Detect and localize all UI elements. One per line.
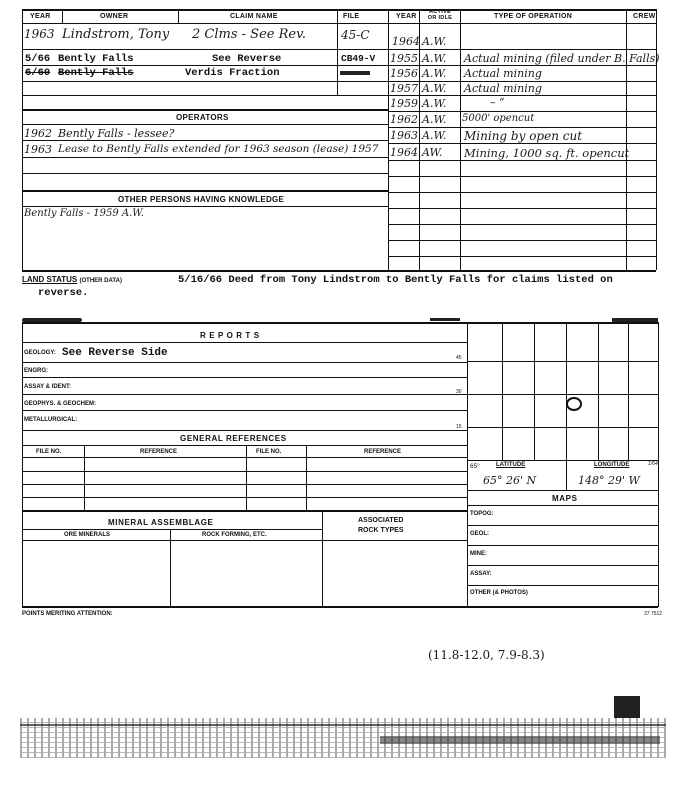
land-status-sublabel: (OTHER DATA) bbox=[79, 278, 122, 284]
op-year-2: 1955 bbox=[390, 52, 418, 65]
header-divider bbox=[22, 23, 656, 24]
lat-prefix: 65° bbox=[470, 463, 480, 470]
reports-line bbox=[22, 394, 467, 395]
reports-top-border bbox=[22, 322, 658, 324]
op-status-7: A.W. bbox=[422, 129, 447, 142]
gen-ref-vline bbox=[306, 445, 307, 510]
gen-ref-line bbox=[22, 497, 467, 498]
op-row-line bbox=[388, 65, 656, 66]
op-type-2: Actual mining (filed under B. Falls) bbox=[464, 52, 660, 65]
maps-line bbox=[467, 490, 658, 491]
operators-divider bbox=[22, 109, 388, 111]
claim-name-2: See Reverse bbox=[212, 53, 282, 65]
associated-label: ASSOCIATED bbox=[358, 517, 404, 524]
maps-line bbox=[467, 565, 658, 566]
col-type-header: TYPE OF OPERATION bbox=[494, 13, 573, 20]
op-status-8: AW. bbox=[422, 146, 443, 159]
land-status-text: 5/16/66 Deed from Tony Lindstrom to Bently Falls for claims listed on bbox=[178, 274, 613, 286]
mineral-vline bbox=[322, 510, 323, 607]
gen-ref-vline bbox=[84, 445, 85, 510]
owner-name-3: Bently Falls bbox=[58, 67, 134, 79]
op-row-line bbox=[388, 49, 656, 50]
col-claim-header: CLAIM NAME bbox=[230, 13, 278, 20]
owner-year-2: 5/66 bbox=[25, 53, 51, 65]
op-type-7: Mining by open cut bbox=[464, 129, 583, 143]
col-crew-header: CREW bbox=[633, 13, 656, 20]
mineral-assemblage-title: MINERAL ASSEMBLAGE bbox=[108, 518, 214, 527]
other-photos-label: OTHER (& PHOTOS) bbox=[470, 590, 528, 596]
form-number: 37 7512 bbox=[644, 611, 663, 617]
reports-title: R E P O R T S bbox=[200, 331, 260, 340]
operators-line bbox=[22, 173, 388, 174]
lon-suffix: 1/64 bbox=[648, 461, 658, 467]
top-border bbox=[22, 9, 656, 11]
op-row-line bbox=[388, 176, 656, 177]
longitude-label: LONGITUDE bbox=[594, 462, 630, 468]
owner-row-line bbox=[22, 95, 388, 96]
op-type-5: – “ bbox=[490, 96, 505, 109]
reports-line bbox=[22, 377, 467, 378]
reports-line bbox=[22, 430, 467, 431]
reports-line bbox=[22, 342, 467, 343]
col-owner-header: OWNER bbox=[100, 13, 129, 20]
op-status-4: A.W. bbox=[422, 82, 447, 95]
redaction-mark bbox=[340, 71, 370, 75]
op-status-2: A.W. bbox=[422, 52, 447, 65]
operators-line bbox=[22, 157, 388, 158]
rock-forming-label: ROCK FORMING, ETC. bbox=[202, 532, 267, 538]
op-year-7: 1963 bbox=[390, 129, 418, 142]
op-row-line bbox=[388, 224, 656, 225]
scan-artifact bbox=[614, 696, 640, 718]
vline bbox=[178, 9, 179, 23]
general-references-title: GENERAL REFERENCES bbox=[180, 434, 287, 443]
claim-name-3: Verdis Fraction bbox=[185, 67, 280, 79]
grid-vline bbox=[598, 322, 599, 460]
geology-label: GEOLOGY: bbox=[24, 350, 56, 356]
op-row-line bbox=[388, 240, 656, 241]
other-persons-line bbox=[22, 206, 388, 207]
scan-streak bbox=[380, 736, 660, 744]
gen-ref-col-ref1: REFERENCE bbox=[140, 449, 178, 455]
op-row-line bbox=[388, 143, 656, 144]
op-row-line bbox=[388, 127, 656, 128]
op-year-5: 1959 bbox=[390, 97, 418, 110]
op-status-1: A.W. bbox=[422, 35, 447, 48]
owner-row-line bbox=[22, 49, 388, 50]
geology-value: See Reverse Side bbox=[62, 347, 168, 359]
grid-hline bbox=[467, 427, 658, 428]
owner-name-2: Bently Falls bbox=[58, 53, 134, 65]
grid-vline bbox=[502, 322, 503, 460]
grid-hline bbox=[467, 361, 658, 362]
op-row-line bbox=[388, 160, 656, 161]
reports-line bbox=[22, 410, 467, 411]
gen-ref-line bbox=[22, 457, 467, 458]
operator-year-2: 1963 bbox=[24, 143, 52, 156]
land-status-title: LAND STATUS bbox=[22, 275, 78, 284]
operators-title: OPERATORS bbox=[176, 113, 229, 122]
file-2: CB49-V bbox=[341, 53, 376, 64]
maps-line bbox=[467, 525, 658, 526]
op-status-5: A.W. bbox=[422, 97, 447, 110]
operator-text-2: Lease to Bently Falls extended for 1963 season (lease) 1957 bbox=[58, 143, 379, 155]
operator-year-1: 1962 bbox=[24, 127, 52, 140]
other-persons-divider bbox=[22, 190, 388, 192]
reports-line bbox=[22, 362, 467, 363]
points-label: POINTS MERITING ATTENTION: bbox=[22, 611, 113, 617]
vline bbox=[337, 9, 338, 95]
left-border-lower bbox=[22, 322, 23, 607]
geophys-label: GEOPHYS. & GEOCHEM: bbox=[24, 401, 97, 407]
other-persons-title: OTHER PERSONS HAVING KNOWLEDGE bbox=[118, 195, 285, 204]
grid-hline bbox=[467, 460, 658, 461]
col-file-header: FILE bbox=[343, 13, 360, 20]
gen-ref-col-file1: FILE NO. bbox=[36, 449, 62, 455]
num-15: 15 bbox=[456, 424, 462, 430]
topog-label: TOPOG: bbox=[470, 511, 494, 517]
mineral-vline bbox=[170, 529, 171, 607]
owner-year-1: 1963 bbox=[24, 27, 55, 41]
grid-vline bbox=[628, 322, 629, 460]
op-type-4: Actual mining bbox=[464, 82, 542, 95]
col-year-header: YEAR bbox=[30, 13, 51, 20]
gen-ref-col-file2: FILE NO. bbox=[256, 449, 282, 455]
location-marker-icon bbox=[566, 397, 582, 411]
owner-name-1: Lindstrom, Tony bbox=[62, 27, 170, 42]
operators-line bbox=[22, 140, 388, 141]
num-45: 45 bbox=[456, 355, 462, 361]
op-row-line bbox=[388, 95, 656, 96]
grid-vline bbox=[534, 322, 535, 460]
op-type-6: 5000' opencut bbox=[462, 113, 535, 124]
op-year-4: 1957 bbox=[390, 82, 418, 95]
num-30: 30 bbox=[456, 389, 462, 395]
operator-text-1: Bently Falls - lessee? bbox=[58, 127, 175, 140]
latitude-label: LATITUDE bbox=[496, 462, 526, 468]
land-status-text-2: reverse. bbox=[38, 287, 89, 299]
scan-mark bbox=[430, 318, 460, 321]
mineral-line bbox=[22, 529, 322, 530]
gen-ref-col-ref2: REFERENCE bbox=[364, 449, 402, 455]
op-row-line bbox=[388, 192, 656, 193]
gen-ref-line bbox=[22, 445, 467, 446]
op-row-line bbox=[388, 111, 656, 112]
owner-row-line bbox=[22, 81, 388, 82]
op-year-1: 1964 bbox=[392, 35, 420, 48]
maps-line bbox=[467, 545, 658, 546]
geol-label: GEOL: bbox=[470, 531, 489, 537]
op-year-8: 1964 bbox=[390, 146, 418, 159]
op-type-3: Actual mining bbox=[464, 67, 542, 80]
op-status-3: A.W. bbox=[422, 67, 447, 80]
right-border-lower bbox=[658, 322, 659, 607]
other-persons-text: Bently Falls - 1959 A.W. bbox=[24, 208, 144, 219]
claim-name-1: 2 Clms - See Rev. bbox=[192, 27, 307, 42]
grid-hline bbox=[467, 394, 658, 395]
points-note: (11.8-12.0, 7.9-8.3) bbox=[428, 648, 545, 662]
metallurgical-label: METALLURGICAL: bbox=[24, 417, 78, 423]
file-1: 45-C bbox=[341, 28, 370, 42]
col-year2-header: YEAR bbox=[396, 13, 417, 20]
land-status-label bbox=[22, 275, 122, 284]
gen-ref-vline bbox=[246, 445, 247, 510]
owner-year-3: 6/60 bbox=[25, 67, 51, 79]
right-border bbox=[656, 9, 657, 270]
op-type-8: Mining, 1000 sq. ft. opencut bbox=[464, 146, 630, 160]
assay-label: ASSAY & IDENT: bbox=[24, 384, 72, 390]
latitude-value: 65° 26' N bbox=[483, 474, 537, 487]
scan-streak bbox=[20, 724, 666, 726]
longitude-value: 148° 29' W bbox=[578, 474, 640, 487]
op-year-3: 1956 bbox=[390, 67, 418, 80]
gen-ref-line bbox=[22, 471, 467, 472]
grid-vline bbox=[566, 322, 567, 460]
owner-row-line bbox=[22, 65, 388, 66]
rock-types-label: ROCK TYPES bbox=[358, 527, 404, 534]
lower-bottom-border bbox=[22, 606, 658, 608]
vline bbox=[62, 9, 63, 23]
gen-ref-line bbox=[22, 484, 467, 485]
ore-minerals-label: ORE MINERALS bbox=[64, 532, 111, 538]
op-row-line bbox=[388, 256, 656, 257]
operators-line bbox=[22, 124, 388, 125]
op-status-6: A.W. bbox=[422, 113, 447, 126]
op-year-6: 1962 bbox=[390, 113, 418, 126]
op-row-line bbox=[388, 208, 656, 209]
col-active-header: ACTIVE OR IDLE bbox=[427, 9, 453, 21]
maps-line bbox=[467, 505, 658, 506]
coord-vline bbox=[566, 460, 567, 490]
mine-label: MINE: bbox=[470, 551, 487, 557]
maps-line bbox=[467, 585, 658, 586]
assay-map-label: ASSAY: bbox=[470, 571, 492, 577]
gen-ref-bottom bbox=[22, 510, 467, 512]
mineral-line bbox=[22, 540, 467, 541]
top-section-bottom bbox=[22, 270, 656, 272]
engrg-label: ENGRG: bbox=[24, 368, 48, 374]
maps-title: MAPS bbox=[552, 494, 578, 503]
